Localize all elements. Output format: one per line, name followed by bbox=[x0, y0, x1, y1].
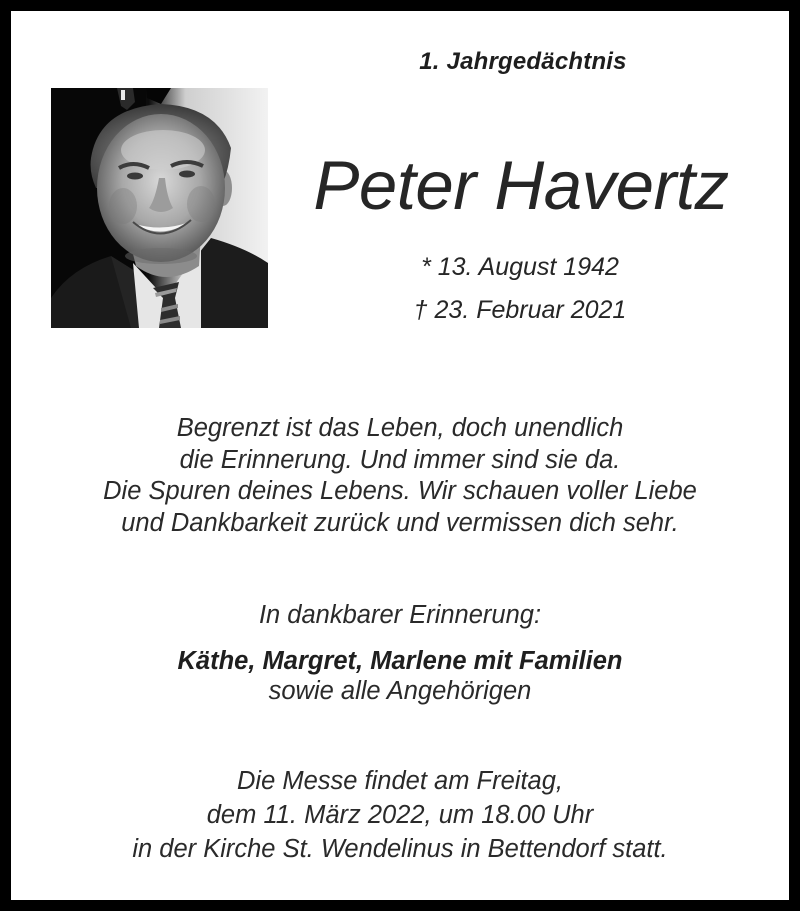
thanks-line bbox=[11, 600, 789, 632]
portrait-photo bbox=[51, 88, 268, 328]
service-line: dem 11. März 2022, um 18.00 Uhr bbox=[206, 801, 594, 829]
poem-line: Begrenzt ist das Leben, doch unendlich bbox=[176, 414, 624, 442]
poem-line: und Dankbarkeit zurück und vermissen dich sehr. bbox=[121, 508, 679, 537]
family-names bbox=[11, 646, 789, 678]
thanks-text: In dankbarer Erinnerung: bbox=[258, 601, 542, 629]
anniversary-header: 1. Jahrgedächtnis bbox=[419, 48, 627, 75]
deceased-name: Peter Havertz bbox=[313, 147, 729, 224]
poem-line: Die Spuren deines Lebens. Wir schauen voller Liebe bbox=[103, 477, 697, 505]
poem-line: die Erinnerung. Und immer sind sie da. bbox=[179, 445, 621, 474]
relatives-line bbox=[11, 676, 789, 708]
birth-date: * 13. August 1942 bbox=[421, 253, 619, 281]
service-announcement bbox=[11, 764, 789, 866]
death-date: † 23. Februar 2021 bbox=[413, 296, 627, 324]
memorial-poem bbox=[11, 413, 789, 539]
service-line: in der Kirche St. Wendelinus in Bettendorf statt. bbox=[132, 835, 668, 863]
relatives-text: sowie alle Angehörigen bbox=[268, 677, 532, 705]
portrait-image bbox=[51, 88, 268, 328]
service-line: Die Messe findet am Freitag, bbox=[237, 767, 563, 795]
family-text: Käthe, Margret, Marlene mit Familien bbox=[177, 647, 623, 675]
